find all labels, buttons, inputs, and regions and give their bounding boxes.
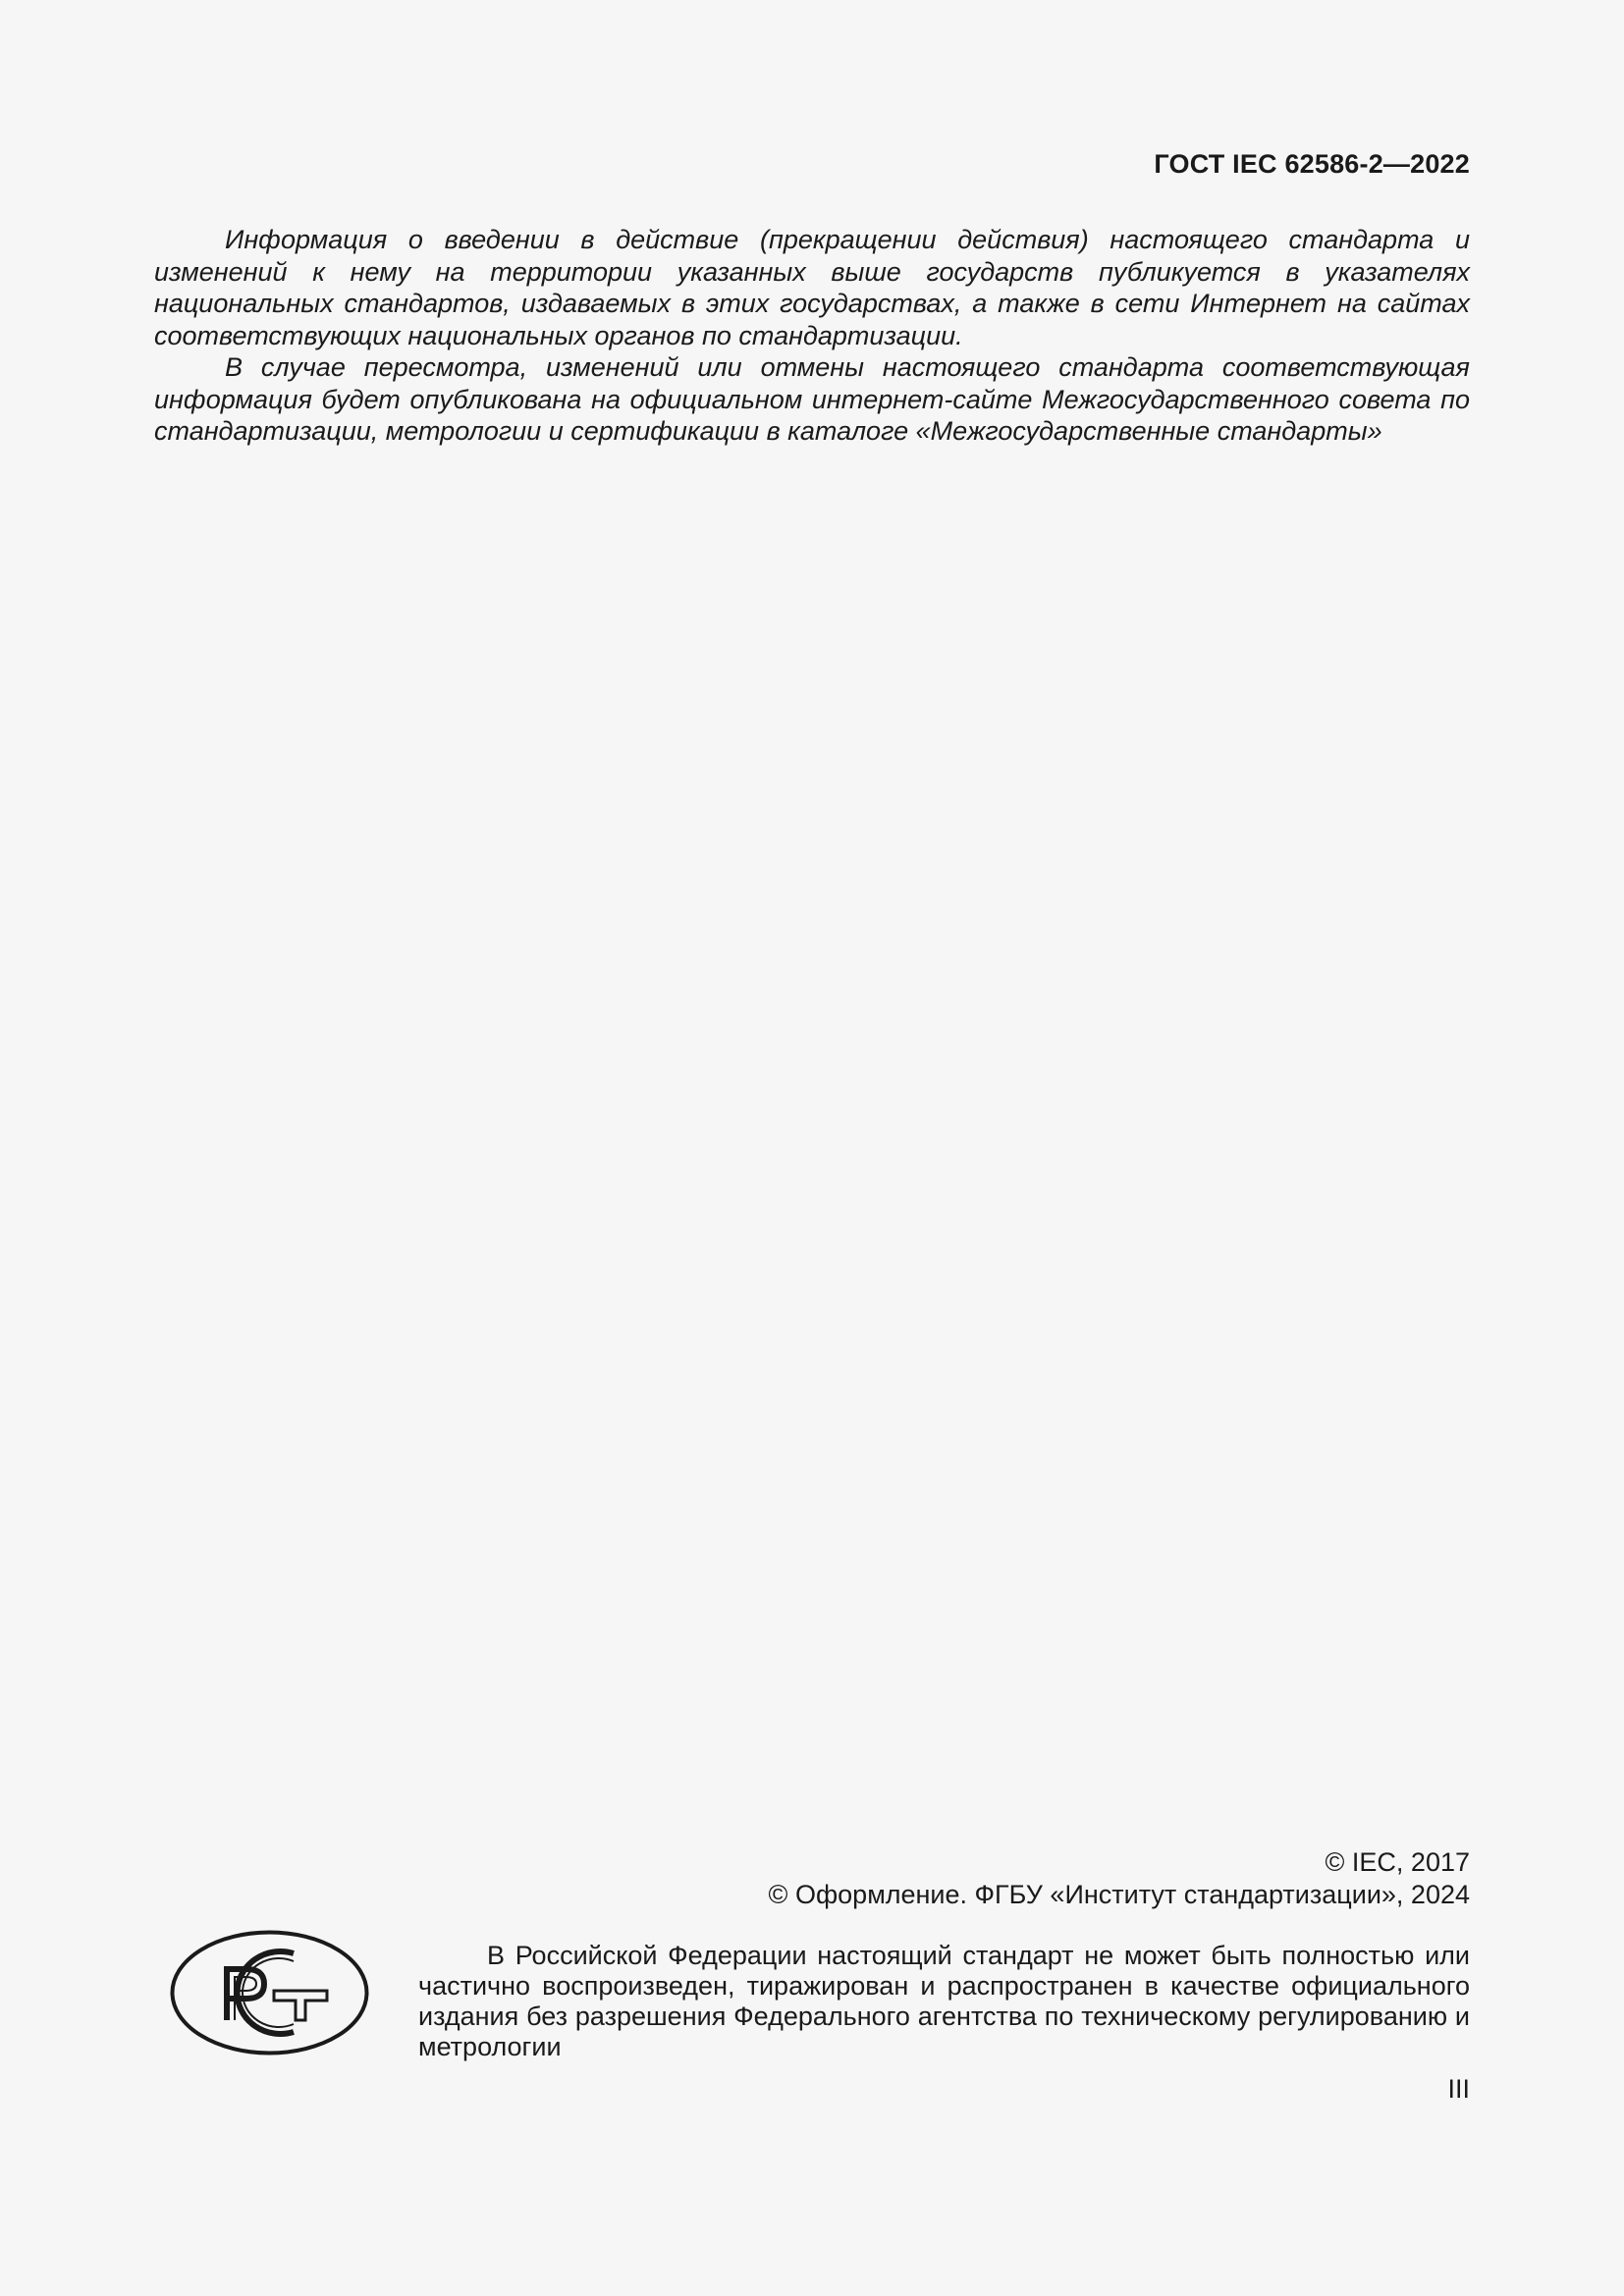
page-number: III — [1447, 2074, 1470, 2104]
standard-number: ГОСТ IEC 62586-2—2022 — [1154, 149, 1470, 179]
iec-copyright: © IEC, 2017 — [1325, 1847, 1470, 1877]
intro-paragraph: Информация о введении в действие (прекращении действия) настоящего стандарта и изменений к нему на территории указанных выше государств публикуется в указателях национальных стандартов, издаваемых в этих государствах, а также в сети Интернет на сайтах соответствующих национальных органов по стандартизации. — [154, 225, 1470, 350]
rst-logo-icon — [170, 1930, 369, 2056]
design-copyright: © Оформление. ФГБУ «Институт стандартизации», 2024 — [768, 1880, 1470, 1909]
document-header — [1154, 149, 1470, 180]
reproduction-notice: В Российской Федерации настоящий стандарт не может быть полностью или частично воспроизведен, тиражирован и распространен в качестве официального издания без разрешения Федерального агентства по техническому регулированию и метрологии — [418, 1941, 1470, 2061]
intro-section — [154, 224, 1470, 448]
intro-paragraph: В случае пересмотра, изменений или отмены настоящего стандарта соответствующая информация будет опубликована на официальном интернет-сайте Межгосударственного совета по стандартизации, метрологии и сертификации в каталоге «Межгосударственные стандарты» — [154, 352, 1470, 446]
copyright-block — [769, 1846, 1470, 1911]
